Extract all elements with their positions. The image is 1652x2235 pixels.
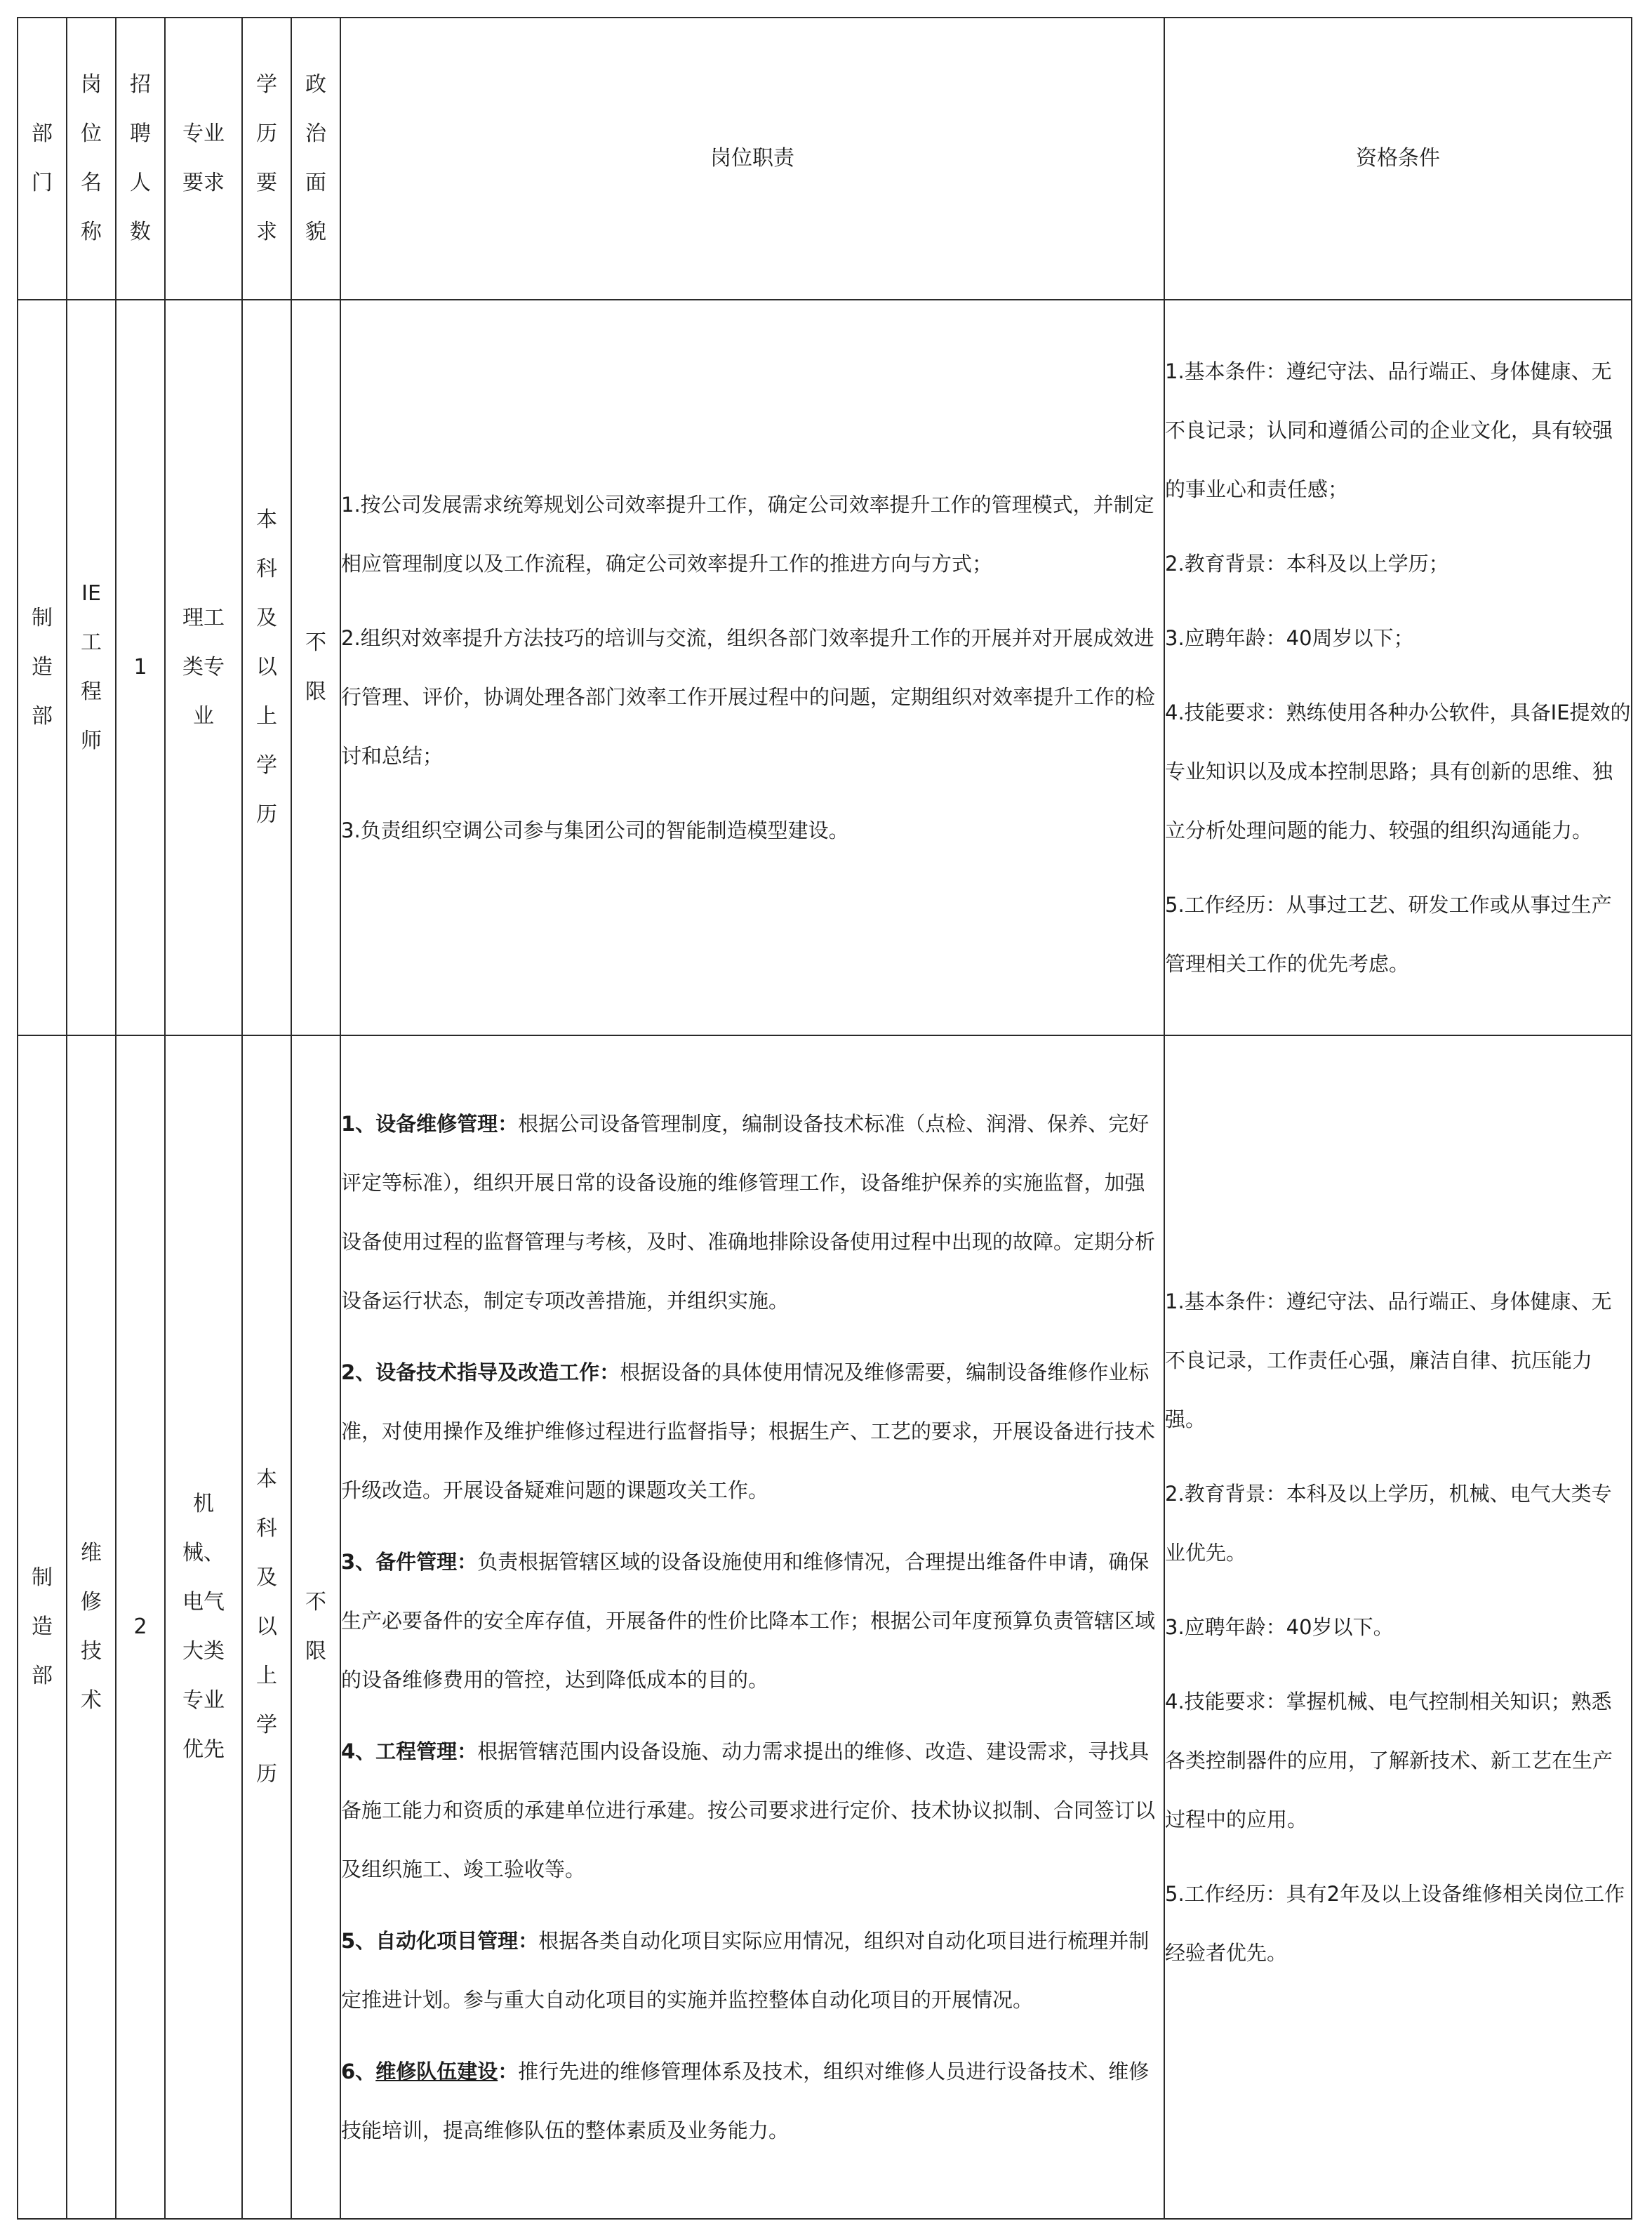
cell-duties xyxy=(340,300,1164,1035)
duty-item: 6、维修队伍建设：推行先进的维修管理体系及技术，组织对维修人员进行设备技术、维修技能培训，提高维修队伍的整体素质及业务能力。 xyxy=(341,2060,1150,2142)
cell-political: 不限 xyxy=(291,1035,340,2219)
table-row xyxy=(18,300,1632,1035)
header-political: 政治面貌 xyxy=(291,18,340,300)
cell-major: 机械、电气大类专业优先 xyxy=(165,1035,242,2219)
header-position: 岗位名称 xyxy=(67,18,116,300)
cell-dept: 制造部 xyxy=(18,1035,67,2219)
cell-major: 理工类专业 xyxy=(165,300,242,1035)
cell-count: 1 xyxy=(116,300,165,1035)
qualification-item: 2.教育背景：本科及以上学历； xyxy=(1165,552,1449,576)
qualification-item: 1.基本条件：遵纪守法、品行端正、身体健康、无不良记录；认同和遵循公司的企业文化，具有较强的事业心和责任感； xyxy=(1165,359,1613,501)
duty-title: 6、 xyxy=(341,2060,376,2083)
cell-education: 本科及以上学历 xyxy=(242,1035,291,2219)
header-count: 招聘人数 xyxy=(116,18,165,300)
duty-title-underlined: 维修队伍建设 xyxy=(375,2060,498,2083)
header-dept: 部门 xyxy=(18,18,67,300)
qualification-item: 5.工作经历：从事过工艺、研发工作或从事过生产管理相关工作的优先考虑。 xyxy=(1165,893,1612,976)
duty-item: 1、设备维修管理：根据公司设备管理制度，编制设备技术标准（点检、润滑、保养、完好评定等标准），组织开展日常的设备设施的维修管理工作，设备维护保养的实施监督，加强设备使用过程的监督管理与考核，及时、准确地排除设备使用过程中出现的故障。定期分析设备运行状态，制定专项改善措施，并组织实施。 xyxy=(341,1112,1156,1313)
cell-political: 不限 xyxy=(291,300,340,1035)
qualification-item: 4.技能要求：熟练使用各种办公软件，具备IE提效的专业知识以及成本控制思路；具有创新的思维、独立分析处理问题的能力、较强的组织沟通能力。 xyxy=(1165,701,1631,842)
cell-duties xyxy=(340,1035,1164,2219)
cell-count: 2 xyxy=(116,1035,165,2219)
duty-item: 4、工程管理：根据管辖范围内设备设施、动力需求提出的维修、改造、建设需求，寻找具备施工能力和资质的承建单位进行承建。按公司要求进行定价、技术协议拟制、合同签订以及组织施工、竣工验收等。 xyxy=(341,1739,1156,1881)
duty-title: 3、备件管理： xyxy=(341,1550,478,1574)
qualification-item: 3.应聘年龄：40岁以下。 xyxy=(1165,1615,1394,1639)
qualification-item: 1.基本条件：遵纪守法、品行端正、身体健康、无不良记录，工作责任心强，廉洁自律、抗压能力强。 xyxy=(1165,1289,1612,1431)
table-row xyxy=(18,1035,1632,2219)
duty-title: 2、设备技术指导及改造工作： xyxy=(341,1360,620,1384)
qualification-item: 3.应聘年龄：40周岁以下； xyxy=(1165,626,1414,650)
header-duties: 岗位职责 xyxy=(340,18,1164,300)
duty-title: 4、工程管理： xyxy=(341,1739,478,1763)
cell-dept: 制造部 xyxy=(18,300,67,1035)
header-education: 学历要求 xyxy=(242,18,291,300)
header-major: 专业要求 xyxy=(165,18,242,300)
header-qualifications: 资格条件 xyxy=(1164,18,1632,300)
cell-qualifications xyxy=(1164,1035,1632,2219)
duty-item: 1.按公司发展需求统筹规划公司效率提升工作，确定公司效率提升工作的管理模式，并制定相应管理制度以及工作流程，确定公司效率提升工作的推进方向与方式； xyxy=(341,493,1154,576)
cell-qualifications xyxy=(1164,300,1632,1035)
duty-item: 2.组织对效率提升方法技巧的培训与交流，组织各部门效率提升工作的开展并对开展成效进行管理、评价，协调处理各部门效率工作开展过程中的问题，定期组织对效率提升工作的检讨和总结； xyxy=(341,626,1156,768)
duty-item: 5、自动化项目管理：根据各类自动化项目实际应用情况，组织对自动化项目进行梳理并制定推进计划。参与重大自动化项目的实施并监控整体自动化项目的开展情况。 xyxy=(341,1929,1150,2012)
qualification-item: 4.技能要求：掌握机械、电气控制相关知识；熟悉各类控制器件的应用，了解新技术、新工艺在生产过程中的应用。 xyxy=(1165,1690,1613,1831)
cell-position: 维修技术 xyxy=(67,1035,116,2219)
qualification-item: 2.教育背景：本科及以上学历，机械、电气大类专业优先。 xyxy=(1165,1482,1612,1565)
qualification-item: 5.工作经历：具有2年及以上设备维修相关岗位工作经验者优先。 xyxy=(1165,1882,1625,1965)
cell-position: IE工程师 xyxy=(67,300,116,1035)
cell-education: 本科及以上学历 xyxy=(242,300,291,1035)
job-table xyxy=(17,17,1632,2220)
duty-item: 3、备件管理：负责根据管辖区域的设备设施使用和维修情况，合理提出维备件申请，确保生产必要备件的安全库存值，开展备件的性价比降本工作；根据公司年度预算负责管辖区域的设备维修费用的管控，达到降低成本的目的。 xyxy=(341,1550,1156,1692)
duty-title: 1、设备维修管理： xyxy=(341,1112,519,1136)
duty-title: 5、自动化项目管理： xyxy=(341,1929,539,1953)
header-row xyxy=(18,18,1632,300)
duty-item: 3.负责组织空调公司参与集团公司的智能制造模型建设。 xyxy=(341,818,849,842)
duty-item: 2、设备技术指导及改造工作：根据设备的具体使用情况及维修需要，编制设备维修作业标准，对使用操作及维护维修过程进行监督指导；根据生产、工艺的要求，开展设备进行技术升级改造。开展设备疑难问题的课题攻关工作。 xyxy=(341,1360,1156,1502)
